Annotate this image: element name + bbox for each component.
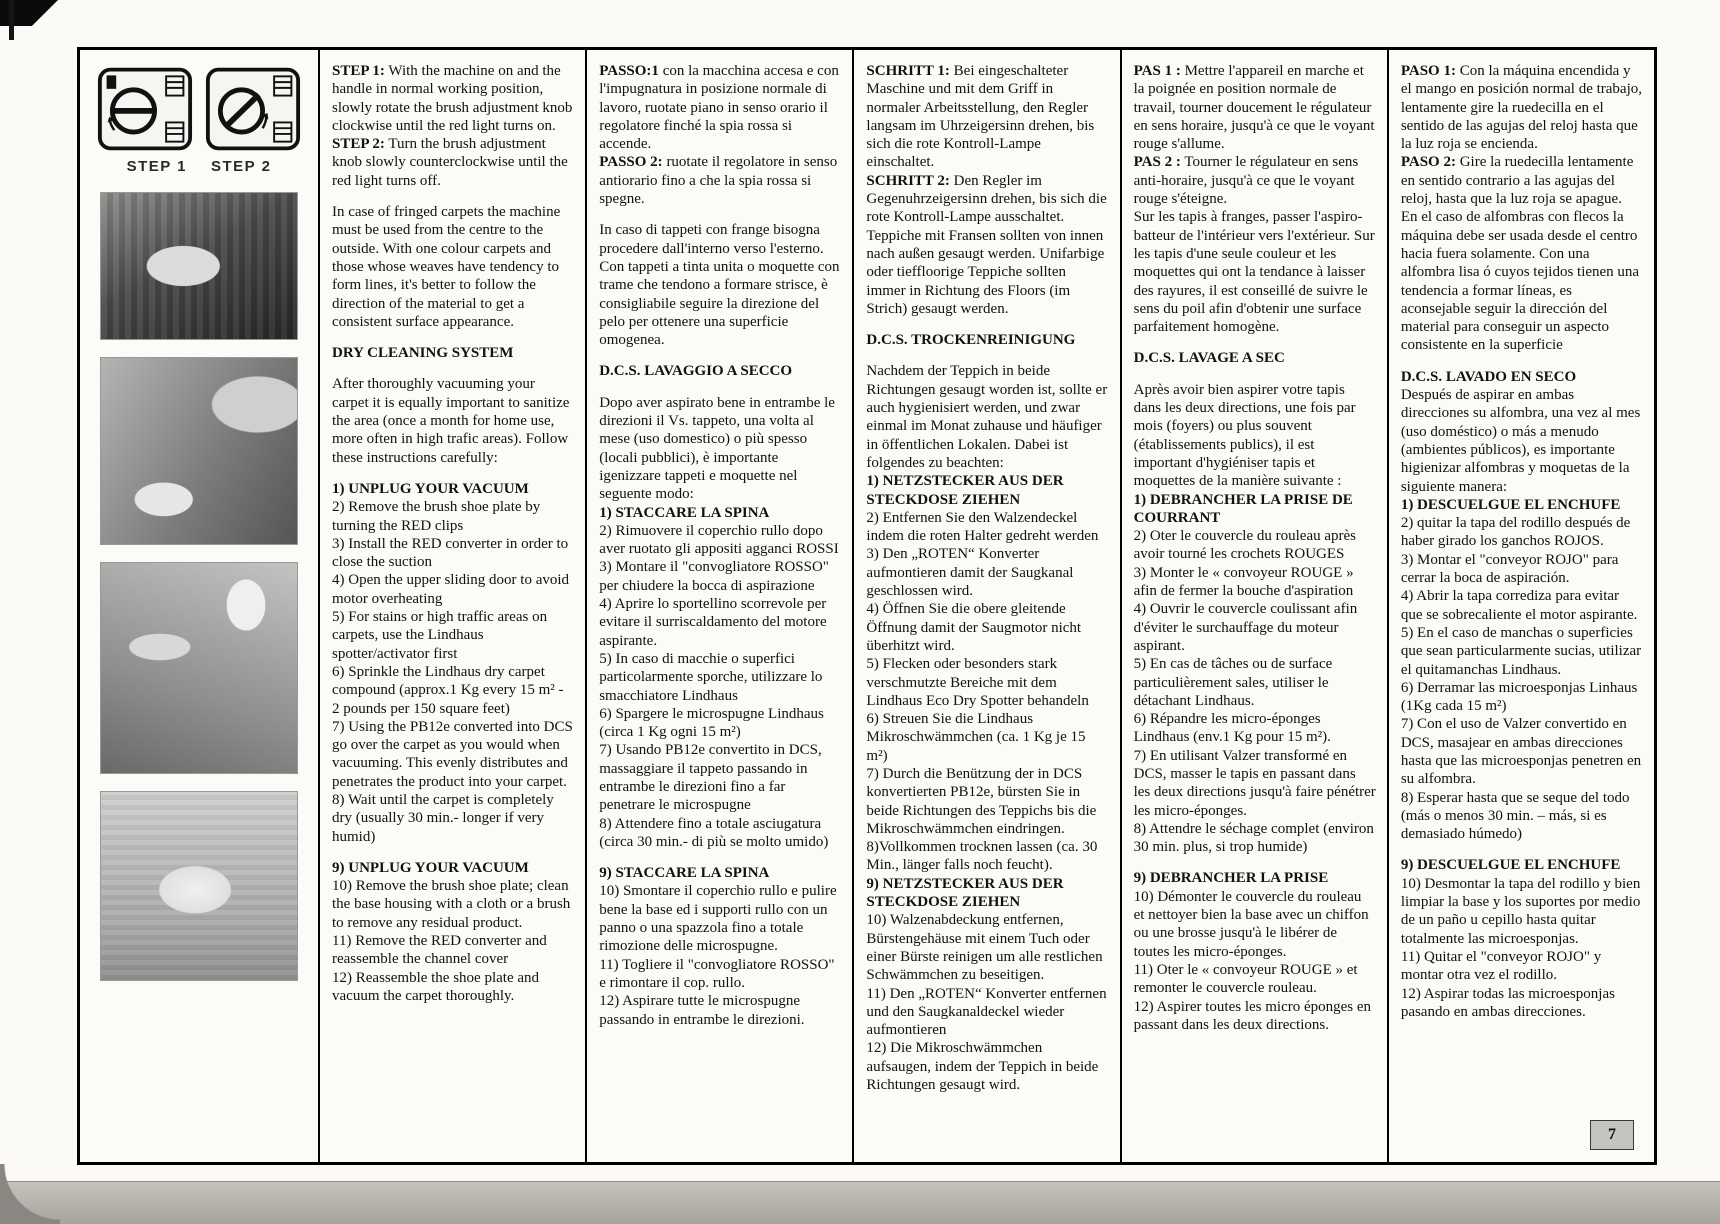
list-item: 12) Aspirar todas las microesponjas pasando en ambas direcciones.	[1400, 985, 1615, 1020]
paragraph: PASO 1: Con la máquina encendida y el mango en posición normal de trabajo, lentamente gire la ruedecilla en el sentido de las agujas del reloj hasta que la luz roja se encienda.	[1400, 63, 1642, 153]
list-item: 3) Montare il "convogliatore ROSSO" per chiudere la bocca di aspirazione	[599, 559, 829, 594]
list-item: 9) NETZSTECKER AUS DER STECKDOSE ZIEHEN	[866, 875, 1064, 911]
list-item: 2) Remove the brush shoe plate by turning the RED clips	[332, 499, 541, 534]
lang-column-de	[852, 50, 1119, 1162]
paragraph: Después de aspirar en ambas direcciones su alfombra, una vez al mes (uso doméstico) o más a menudo (ambientes públicos), es importante higienizar alfombras y moquetas de la siguiente manera:	[1400, 387, 1641, 495]
list-item: 1) DESCUELGUE EL ENCHUFE	[1400, 496, 1621, 513]
list-item: 12) Reassemble the shoe plate and vacuum the carpet thoroughly.	[332, 969, 540, 1004]
paragraph: PASSO:1 con la macchina accesa e con l'impugnatura in posizione normale di lavoro, ruotate piano in senso orario il regolatore finché la spia rossa si accende.	[599, 63, 839, 153]
list-item: 7) Usando PB12e convertito in DCS, massaggiare il tappeto passando in entrambe le direzioni fino a far penetrare le microspugne	[599, 742, 822, 814]
list-item: 11) Den „ROTEN“ Konverter entfernen und den Saugkanaldeckel wieder aufmontieren	[866, 985, 1107, 1039]
list-item: 11) Remove the RED converter and reassemble the channel cover	[332, 933, 547, 968]
list-item: 1) STACCARE LA SPINA	[599, 504, 770, 521]
list-item: 9) UNPLUG YOUR VACUUM	[332, 859, 529, 876]
list-item: 5) Flecken oder besonders stark verschmutzte Bereiche mit dem Lindhaus Eco Dry Spotter behandeln	[866, 656, 1089, 709]
list-item: 10) Walzenabdeckung entfernen, Bürstengehäuse mit einem Tuch oder einer Bürste reinigen um alle restlichen Schwämmchen zu beseitigen.	[866, 912, 1103, 984]
list-item: 5) En el caso de manchas o superficies que sean particularmente sucias, utilizar el quitamanchas Lindhaus.	[1400, 624, 1642, 678]
list-item: 12) Die Mikroschwämmchen aufsaugen, indem der Teppich in beide Richtungen gesaugt wird.	[866, 1040, 1099, 1094]
list-item: 4) Abrir la tapa corrediza para evitar que se sobrecaliente el motor aspirante.	[1400, 588, 1638, 623]
paragraph: In caso di tappeti con frange bisogna procedere dall'interno verso l'esterno. Con tappeti a tinta unita o moquette con trame che tendono a formare strisce, è consigliabile seguire la direzione del pelo per ottenere una superficie omogenea.	[599, 222, 840, 349]
photo-vacuum-machine-on-carpet	[100, 791, 298, 981]
manual-table	[77, 47, 1657, 1165]
step2-label: STEP 2	[211, 158, 272, 175]
list-item: 12) Aspirare tutte le microspugne passando in entrambe le direzioni.	[599, 993, 805, 1028]
list-item: 2) Rimuovere il coperchio rullo dopo aver ruotato gli appositi agganci ROSSI	[599, 522, 839, 558]
list-item: 2) Oter le couvercle du rouleau après avoir tourné les crochets ROUGES	[1133, 528, 1357, 563]
page-number: 7	[1590, 1120, 1634, 1150]
list-item: 1) UNPLUG YOUR VACUUM	[332, 480, 529, 497]
paragraph: After thoroughly vacuuming your carpet it is equally important to sanitize the area (once a month for home use, more often in high trafic areas). Follow these instructions carefully:	[332, 376, 570, 466]
paragraph: En el caso de alfombras con flecos la máquina debe ser usada desde el centro hacia fuera solamente. Con una alfombra lisa ó cuyos tejidos tienen una tendencia a formar líneas, es aconsejable seguir la dirección del material para conseguir un aspecto consistente en la superficie	[1400, 209, 1640, 354]
list-item: 9) STACCARE LA SPINA	[599, 865, 770, 882]
list-item: 8) Attendere fino a totale asciugatura (circa 30 min.- di più se molto umido)	[599, 815, 829, 850]
section-heading: DRY CLEANING SYSTEM	[332, 345, 514, 362]
text-columns	[318, 50, 1654, 1162]
paragraph: Après avoir bien aspirer votre tapis dans les deux directions, une fois par mois (foyers) ou plus souvent (établissements publics), il est important d'hygiéniser tapis et moquettes de la manière suivante :	[1133, 381, 1356, 490]
photo-vacuum-head-on-oriental-rug	[100, 192, 298, 340]
list-item: 8) Wait until the carpet is completely dry (usually 30 min.- longer if very humid)	[332, 791, 554, 845]
list-item: 2) quitar la tapa del rodillo después de haber girado los ganchos ROJOS.	[1400, 515, 1631, 550]
paragraph: PASSO 2: ruotate il regolatore in senso antiorario fino a che la spia rossa si spegne.	[599, 154, 838, 208]
list-item: 10) Démonter le couvercle du rouleau et nettoyer bien la base avec un chiffon ou une brosse jusqu'à le libérer de toutes les micro-éponges.	[1133, 888, 1369, 960]
lang-column-it	[585, 50, 852, 1162]
list-item: 8) Attendre le séchage complet (environ 30 min. plus, si trop humide)	[1133, 820, 1374, 856]
list-item: 4) Aprire lo sportellino scorrevole per evitare il surriscaldamento del motore aspirante.	[599, 596, 827, 649]
paragraph: Dopo aver aspirato bene in entrambe le direzioni il Vs. tappeto, una volta al mese (uso domestico) o più spesso (locali pubblici), è importante igenizzare tappeti e moquette nel seguente modo:	[599, 394, 835, 503]
paragraph: SCHRITT 2: Den Regler im Gegenuhrzeigersinn drehen, bis sich die rote Kontroll-Lampe ausschaltet.	[866, 172, 1107, 226]
list-item: 1) DEBRANCHER LA PRISE DE COURRANT	[1133, 491, 1353, 526]
lang-column-es	[1387, 50, 1654, 1162]
list-item: 11) Quitar el "conveyor ROJO" y montar otra vez el rodillo.	[1400, 948, 1602, 984]
section-heading: D.C.S. LAVADO EN SECO	[1400, 368, 1577, 385]
paragraph: Teppiche mit Fransen sollten von innen nach außen gesaugt werden. Unifarbige oder tieffloorige Teppiche sollten immer in Richtung des Floors (im Strich) gesaugt werden.	[866, 227, 1105, 317]
list-item: 7) Using the PB12e converted into DCS go over the carpet as you would when vacuuming. This evenly distributes and penetrates the product into your carpet.	[332, 718, 573, 790]
step1-knob-diagram	[97, 66, 193, 152]
photo-using-vacuum-near-sofa	[100, 357, 298, 545]
list-item: 5) For stains or high traffic areas on carpets, use the Lindhaus spotter/activator first	[332, 609, 548, 662]
list-item: 8)Vollkommen trocknen lassen (ca. 30 Min., länger falls noch feucht).	[866, 839, 1098, 874]
list-item: 7) En utilisant Valzer transformé en DCS, masser le tapis en passant dans les deux directions jusqu'à faire pénétrer les micro-éponges.	[1133, 747, 1376, 819]
list-item: 5) In caso di macchie o superfici particolarmente sporche, utilizzare lo smacchiatore Lindhaus	[599, 650, 823, 704]
images-column	[80, 50, 318, 1162]
paragraph: Nachdem der Teppich in beide Richtungen gesaugt worden ist, sollte er auch hygienisiert werden, und zwar einmal im Monat zuhause und häufiger in öffentlichen Lokalen. Dabei ist folgendes zu beachten:	[866, 363, 1108, 471]
paragraph: PAS 2 : Tourner le régulateur en sens anti-horaire, jusqu'à ce que le voyant rouge s'éteigne.	[1133, 154, 1359, 208]
step-diagrams	[88, 66, 310, 152]
list-item: 10) Remove the brush shoe plate; clean the base housing with a cloth or a brush to remove any residual product.	[332, 878, 571, 931]
list-item: 4) Öffnen Sie die obere gleitende Öffnung damit der Saugmotor nicht überhitzt wird.	[866, 601, 1082, 654]
list-item: 6) Répandre les micro-éponges Lindhaus (env.1 Kg pour 15 m²).	[1133, 711, 1331, 746]
section-heading: D.C.S. TROCKENREINIGUNG	[866, 332, 1076, 349]
list-item: 8) Esperar hasta que se seque del todo (más o menos 30 min. – más, si es demasiado húmedo)	[1400, 789, 1630, 843]
list-item: 5) En cas de tâches ou de surface particulièrement sales, utiliser le détachant Lindhaus.	[1133, 656, 1333, 709]
list-item: 1) NETZSTECKER AUS DER STECKDOSE ZIEHEN	[866, 473, 1064, 508]
list-item: 2) Entfernen Sie den Walzendeckel indem die roten Halter gedreht werden	[866, 509, 1099, 545]
list-item: 10) Smontare il coperchio rullo e pulire bene la base ed i supporti rullo con un panno o una spazzola fino a totale rimozione delle microspugne.	[599, 883, 837, 955]
paragraph: Sur les tapis à franges, passer l'aspiro-batteur de l'intérieur vers l'extérieur. Sur les tapis d'une seule couleur et les moquettes qui ont la tendance à laisser des rayures, il est conseillé de suivre le sens du poil afin d'obtenir une surface parfaitement homogène.	[1133, 209, 1375, 336]
section-heading: D.C.S. LAVAGGIO A SECCO	[599, 363, 793, 380]
section-heading: D.C.S. LAVAGE A SEC	[1133, 350, 1285, 367]
list-item: 3) Montar el "conveyor ROJO" para cerrar la boca de aspiración.	[1400, 551, 1619, 587]
list-item: 10) Desmontar la tapa del rodillo y bien limpiar la base y los suportes por medio de un paño u cepillo hasta quitar totalmente las microesponjas.	[1400, 875, 1641, 947]
scanner-band-corner	[0, 1164, 60, 1224]
list-item: 9) DEBRANCHER LA PRISE	[1133, 870, 1329, 887]
paragraph: STEP 1: With the machine on and the handle in normal working position, slowly rotate the brush adjustment knob clockwise until the red light turns on.	[332, 63, 573, 134]
list-item: 11) Oter le « convoyeur ROUGE » et remonter le couvercle rouleau.	[1133, 961, 1358, 997]
list-item: 4) Open the upper sliding door to avoid motor overheating	[332, 572, 570, 607]
photo-sprinkling-dry-compound	[100, 562, 298, 774]
paragraph: PASO 2: Gire la ruedecilla lentamente en sentido contrario a las agujas del reloj, hasta que la luz roja se apague.	[1400, 154, 1634, 208]
list-item: 7) Con el uso de Valzer convertido en DCS, masajear en ambas direcciones hasta que las microesponjas penetren en su alfombra.	[1400, 716, 1642, 788]
list-item: 6) Spargere le microspugne Lindhaus (circa 1 Kg ogni 15 m²)	[599, 705, 824, 741]
step-labels	[88, 158, 310, 175]
list-item: 9) DESCUELGUE EL ENCHUFE	[1400, 857, 1621, 874]
lang-column-fr	[1120, 50, 1387, 1162]
list-item: 11) Togliere il "convogliatore ROSSO" e rimontare il cop. rullo.	[599, 956, 835, 991]
scanner-bottom-band	[0, 1181, 1720, 1224]
list-item: 12) Aspirer toutes les micro éponges en passant dans les deux directions.	[1133, 998, 1372, 1033]
step2-knob-diagram	[205, 66, 301, 152]
scan-edge-mark	[9, 0, 14, 40]
paragraph: SCHRITT 1: Bei eingeschalteter Maschine und mit dem Griff in normaler Arbeitsstellung, den Regler langsam im Uhrzeigersinn drehen, bis sich die rote Kontroll-Lampe einschaltet.	[866, 63, 1095, 171]
paragraph: STEP 2: Turn the brush adjustment knob slowly counterclockwise until the red light turns off.	[332, 136, 568, 189]
lang-column-en	[318, 50, 585, 1162]
list-item: 3) Den „ROTEN“ Konverter aufmontieren damit der Saugkanal geschlossen wird.	[866, 546, 1074, 600]
list-item: 4) Ouvrir le couvercle coulissant afin d'éviter le surchauffage du moteur aspirant.	[1133, 601, 1358, 654]
paragraph: PAS 1 : Mettre l'appareil en marche et la poignée en position normale de travail, tourner doucement le régulateur en sens horaire, jusqu'à ce que le voyant rouge s'allume.	[1133, 63, 1375, 153]
list-item: 6) Derramar las microesponjas Linhaus (1Kg cada 15 m²)	[1400, 679, 1638, 715]
step1-label: STEP 1	[126, 158, 187, 175]
list-item: 3) Install the RED converter in order to close the suction	[332, 535, 569, 571]
list-item: 7) Durch die Benützung der in DCS konvertierten PB12e, bürsten Sie in beide Richtungen des Teppichs bis die Mikroschwämmchen eindringen.	[866, 765, 1097, 837]
list-item: 6) Sprinkle the Lindhaus dry carpet compound (approx.1 Kg every 15 m² - 2 pounds per 150 square feet)	[332, 663, 564, 717]
list-item: 6) Streuen Sie die Lindhaus Mikroschwämmchen (ca. 1 Kg je 15 m²)	[866, 711, 1086, 764]
paragraph: In case of fringed carpets the machine must be used from the centre to the outside. With one colour carpets and those whose weaves have tendency to form lines, it's better to follow the direction of the material to get a consistent surface appearance.	[332, 204, 561, 330]
list-item: 3) Monter le « convoyeur ROUGE » afin de fermer la bouche d'aspiration	[1133, 564, 1354, 600]
